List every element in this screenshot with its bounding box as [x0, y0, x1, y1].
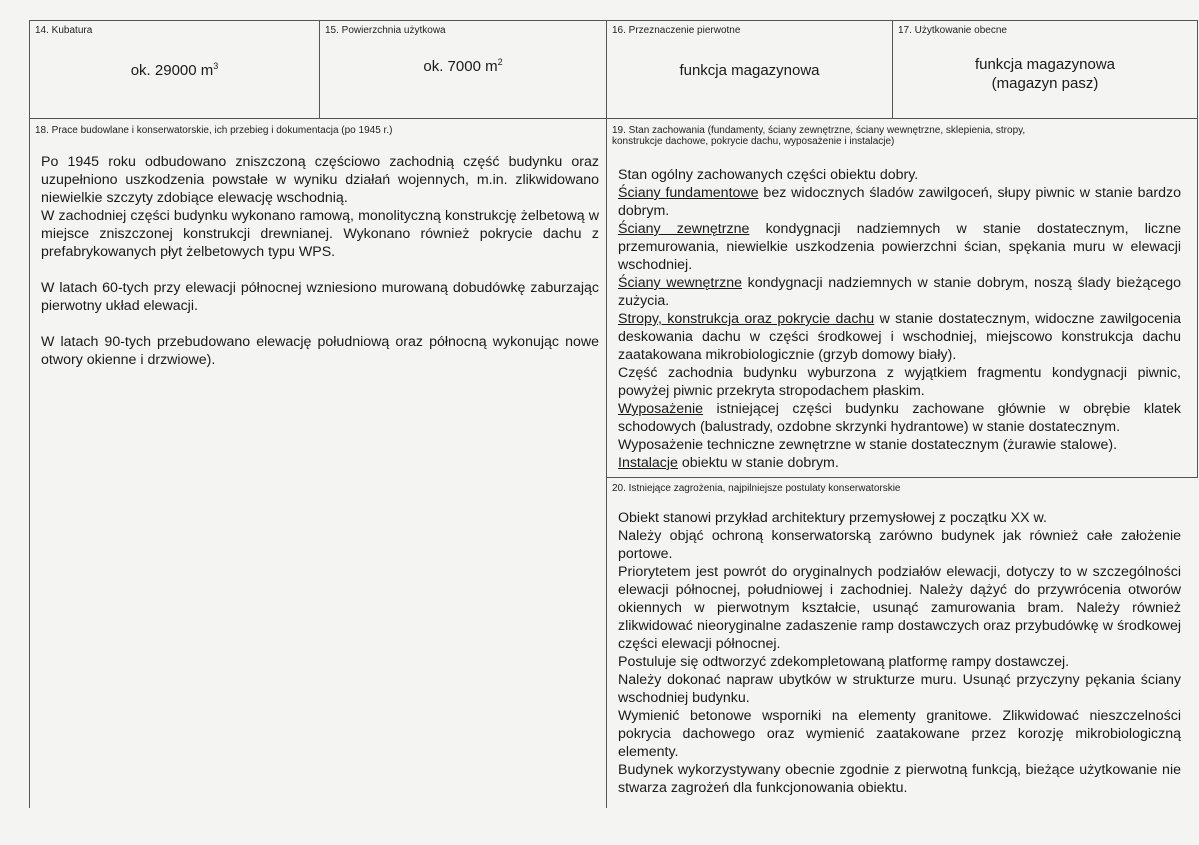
zagrozenia-cell [606, 477, 1198, 808]
prace-paragraph: W latach 60-tych przy elewacji północnej wzniesiono murowaną dobudówkę zaburzając pierwotny układ elewacji. [41, 280, 599, 314]
stan-text: w stanie dostatecznym, widoczne zawilgocenia deskowania dachu w części środkowej i wschodniej, miejscowo konstrukcja dachu zaatakowana mikrobiologicznie (grzyb domowy biały). [618, 311, 1181, 363]
prace-body [41, 153, 599, 369]
stan-paragraph [618, 454, 1181, 472]
uzytkowanie-cell [892, 20, 1198, 119]
zagrozenia-paragraph: Należy dokonać napraw ubytków w strukturze muru. Usunąć przyczyny pękania ściany wschodniej budynku. [618, 672, 1181, 706]
uzytkowanie-value-line1: funkcja magazynowa [974, 56, 1116, 73]
zagrozenia-paragraph: Priorytetem jest powrót do oryginalnych podziałów elewacji, dotyczy to w szczególności elewacji północnej, południowej i zachodniej. Należy dążyć do przywrócenia otworów okiennych w pierwotnym kształcie, usunąć zamurowania bram. Należy również zlikwidować nieoryginalne zadaszenie ramp dostawczych oraz przybudówkę w środkowej części elewacji północnej. [618, 564, 1181, 652]
stan-paragraph [618, 274, 1181, 310]
stan-text: kondygnacji nadziemnych w stanie dostatecznym, liczne przemurowania, niewielkie uszkodzenia powierzchni ścian, spękania muru w elewacji wschodniej. [618, 221, 1181, 273]
stan-underlined-term: Ściany wewnętrzne [618, 275, 742, 291]
zagrozenia-paragraph: Wymienić betonowe wsporniki na elementy granitowe. Zlikwidować nieszczelności pokrycia dachowego oraz wymienić zaatakowane przez korozję mikrobiologiczną elementy. [618, 708, 1181, 760]
stan-paragraph [618, 220, 1181, 274]
zagrozenia-paragraph: Należy objąć ochroną konserwatorską zarówno budynek jak również całe założenie portowe. [618, 528, 1181, 562]
zagrozenia-paragraph: Postuluje się odtworzyć zdekompletowaną platformę rampy dostawczej. [618, 654, 1070, 670]
stan-underlined-term: Instalacje [618, 455, 678, 471]
stan-underlined-term: Wyposażenie [618, 401, 704, 417]
przeznaczenie-value: funkcja magazynowa [679, 62, 820, 79]
prace-paragraph: W zachodniej części budynku wykonano ramową, monolityczną konstrukcję żelbetową w miejsce zniszczonej konstrukcji drewnianej. Wykonano również pokrycie dachu z prefabrykowanych płyt żelbetowych typu WPS. [41, 208, 599, 260]
stan-paragraph [618, 310, 1181, 364]
powierzchnia-label: 15. Powierzchnia użytkowa [325, 25, 446, 36]
uzytkowanie-value-line2: (magazyn pasz) [991, 75, 1099, 92]
stan-text: kondygnacji nadziemnych w stanie dobrym, noszą ślady bieżącego zużycia. [618, 275, 1181, 309]
przeznaczenie-label: 16. Przeznaczenie pierwotne [612, 25, 741, 36]
prace-cell [29, 118, 607, 808]
uzytkowanie-label: 17. Użytkowanie obecne [898, 25, 1007, 36]
stan-label-line2: konstrukcje dachowe, pokrycie dachu, wyposażenie i instalacje) [612, 136, 895, 147]
zagrozenia-paragraph: Budynek wykorzystywany obecnie zgodnie z pierwotną funkcją, bieżące użytkowanie nie stwarza zagrożeń dla funkcjonowania obiektu. [618, 762, 1181, 796]
kubatura-value [30, 61, 319, 80]
stan-paragraph: Wyposażenie techniczne zewnętrzne w stanie dostatecznym (żurawie stalowe). [618, 437, 1118, 453]
zagrozenia-label: 20. Istniejące zagrożenia, najpilniejsze postulaty konserwatorskie [612, 483, 901, 494]
zagrozenia-paragraph: Obiekt stanowi przykład architektury przemysłowej z początku XX w. [618, 510, 1047, 526]
prace-paragraph: W latach 90-tych przebudowano elewację południową oraz północną wykonując nowe otwory okienne i drzwiowe). [41, 334, 599, 368]
kubatura-unit-sup: 3 [213, 61, 219, 71]
kubatura-cell [29, 20, 320, 119]
stan-text: bez widocznych śladów zawilgoceń, słupy piwnic w stanie bardzo dobrym. [618, 185, 1181, 219]
kubatura-number: ok. 29000 m [130, 62, 214, 79]
stan-paragraph: Stan ogólny zachowanych części obiektu dobry. [618, 167, 919, 183]
zagrozenia-body [618, 509, 1181, 797]
stan-body [618, 166, 1181, 472]
stan-label-line1: 19. Stan zachowania (fundamenty, ściany zewnętrzne, ściany wewnętrzne, sklepienia, stropy, [612, 125, 1026, 136]
stan-paragraph [618, 184, 1181, 220]
powierzchnia-number: ok. 7000 m [423, 58, 498, 75]
stan-underlined-term: Ściany zewnętrzne [618, 221, 750, 237]
stan-text: obiektu w stanie dobrym. [677, 455, 839, 471]
przeznaczenie-cell [606, 20, 893, 119]
powierzchnia-unit-sup: 2 [497, 57, 503, 67]
prace-label: 18. Prace budowlane i konserwatorskie, ich przebieg i dokumentacja (po 1945 r.) [35, 125, 393, 136]
powierzchnia-cell [319, 20, 607, 119]
stan-cell [606, 118, 1198, 478]
powierzchnia-value [320, 57, 606, 76]
uzytkowanie-value [893, 55, 1197, 93]
stan-underlined-term: Ściany fundamentowe [618, 185, 759, 201]
stan-underlined-term: Stropy, konstrukcja oraz pokrycie dachu [618, 311, 875, 327]
stan-paragraph [618, 400, 1181, 436]
prace-paragraph: Po 1945 roku odbudowano zniszczoną częściowo zachodnią część budynku oraz uzupełniono uszkodzenia powstałe w wyniku działań wojennych, m.in. zlikwidowano niewielkie szczyty zdobiące elewację wschodnią. [41, 154, 599, 206]
stan-text: istniejącej części budynku zachowane głównie w obrębie klatek schodowych (balustrady, ozdobne skrzynki hydrantowe) w stanie dostatecznym. [618, 401, 1181, 435]
stan-paragraph: Część zachodnia budynku wyburzona z wyjątkiem fragmentu kondygnacji piwnic, powyżej piwnic przekryta stropodachem płaskim. [618, 365, 1181, 399]
stan-label [612, 125, 1025, 147]
kubatura-label: 14. Kubatura [35, 25, 93, 36]
